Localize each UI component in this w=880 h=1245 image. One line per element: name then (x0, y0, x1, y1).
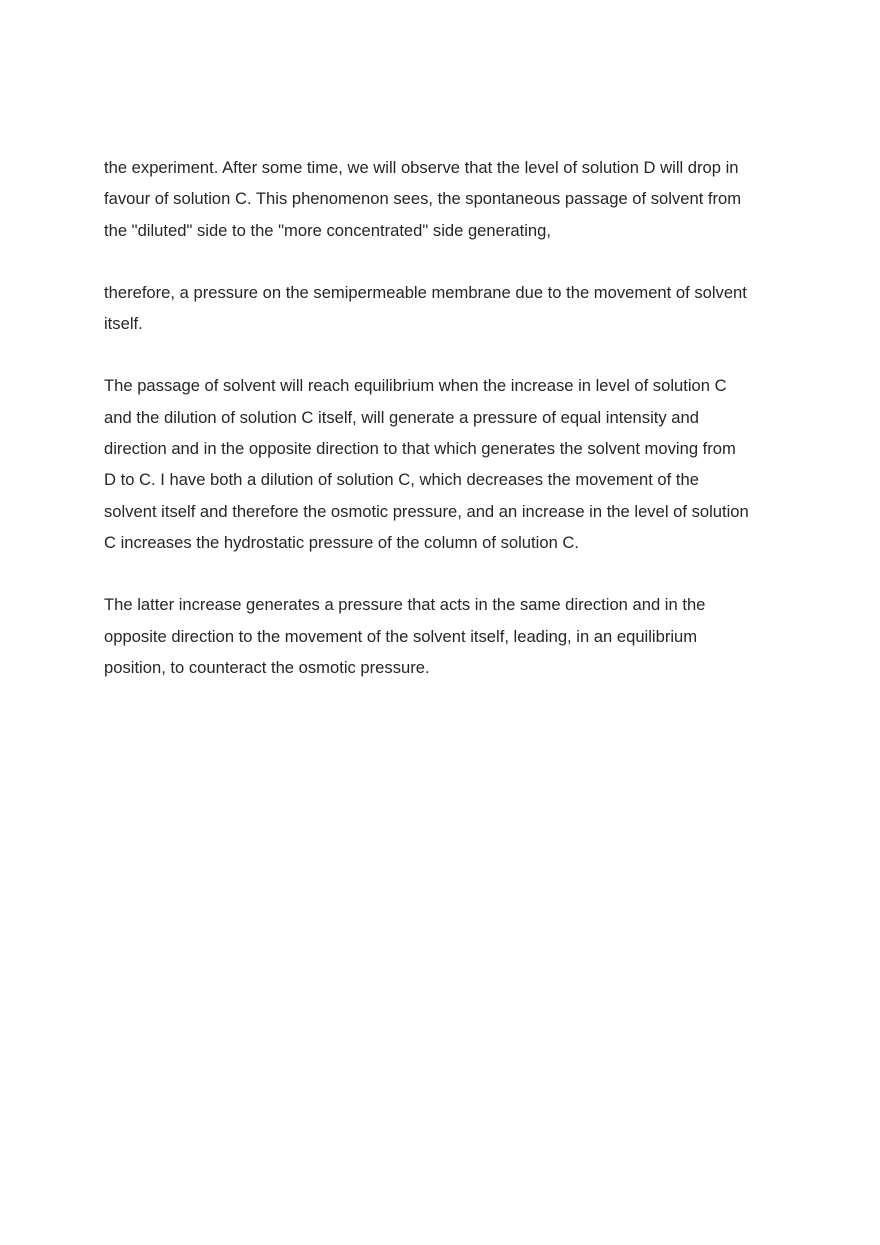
document-body (104, 152, 784, 714)
paragraph-1: the experiment. After some time, we will observe that the level of solution D will drop in favour of solution C. This phenomenon sees, the spontaneous passage of solvent from the "diluted" side to the "more concentrated" side generating, (104, 158, 742, 240)
paragraph-2: therefore, a pressure on the semipermeable membrane due to the movement of solvent itself. (104, 282, 747, 334)
paragraph-3: The passage of solvent will reach equilibrium when the increase in level of solution C and the dilution of solution C itself, will generate a pressure of equal intensity and direction and in the opposite direction to that which generates the solvent moving from D to C. I have both a dilution of solution C, which decreases the movement of the solvent itself and therefore the osmotic pressure, and an increase in the level of solution C increases the hydrostatic pressure of the column of solution C. (104, 376, 749, 552)
paragraph-4: The latter increase generates a pressure that acts in the same direction and in the opposite direction to the movement of the solvent itself, leading, in an equilibrium position, to counteract the osmotic pressure. (104, 595, 706, 677)
